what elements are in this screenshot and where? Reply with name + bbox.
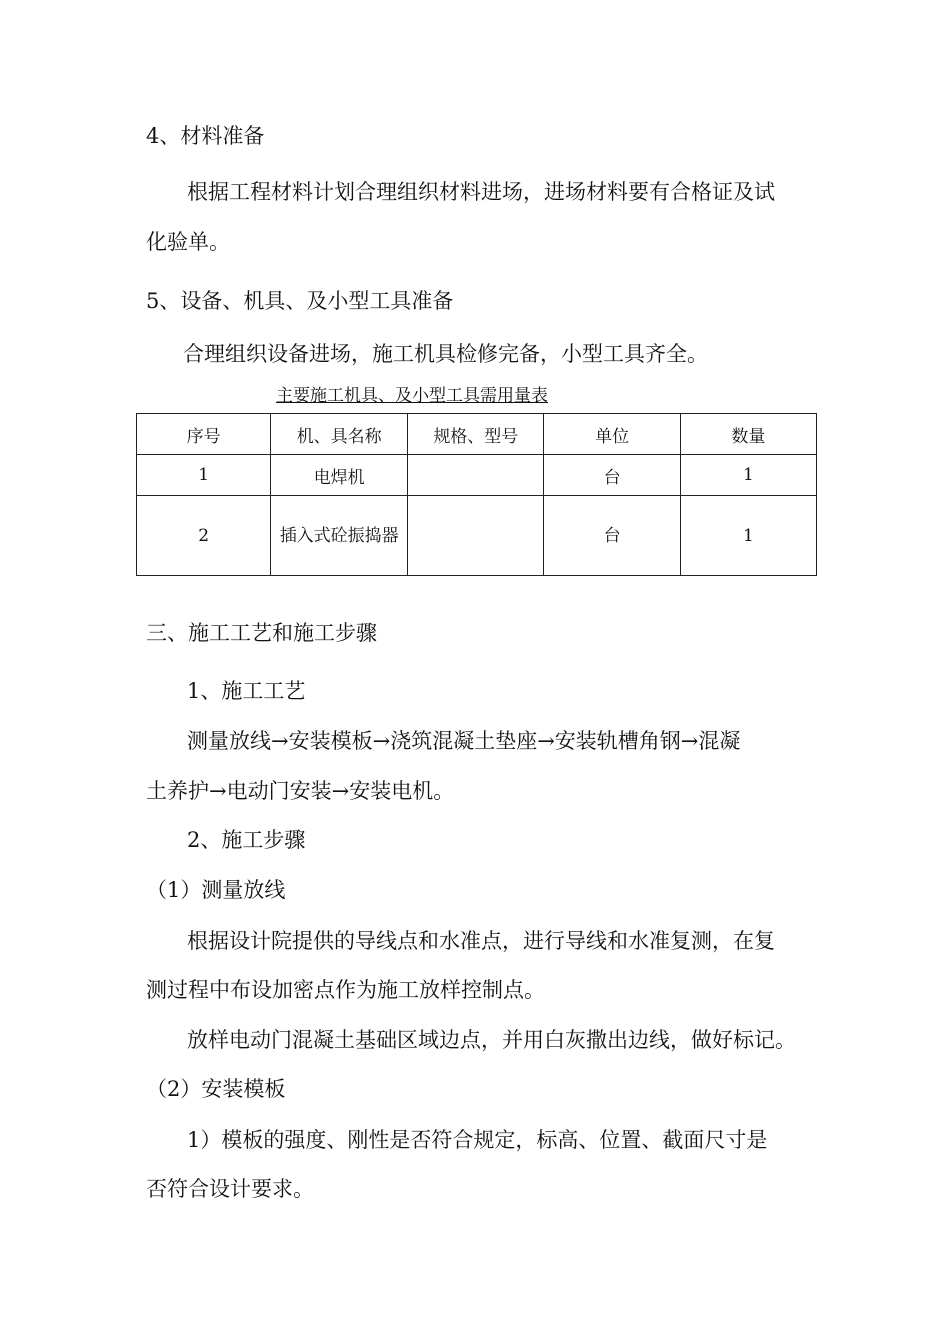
cell-name: 电焊机 — [271, 455, 408, 496]
step-2-title: （2）安装模板 — [146, 1077, 286, 1101]
table-row — [137, 496, 817, 576]
step-2-paragraph-line2: 否符合设计要求。 — [146, 1177, 314, 1201]
header-name: 机、具名称 — [271, 414, 408, 455]
cell-no: 2 — [137, 496, 271, 576]
subsection-2-title: 2、施工步骤 — [187, 828, 306, 852]
table-caption: 主要施工机具、及小型工具需用量表 — [276, 386, 548, 406]
header-no: 序号 — [137, 414, 271, 455]
step-1-paragraph1-line2: 测过程中布设加密点作为施工放样控制点。 — [146, 978, 545, 1002]
table-header-row — [137, 414, 817, 455]
step-2-paragraph-line1: 1）模板的强度、刚性是否符合规定，标高、位置、截面尺寸是 — [187, 1128, 768, 1152]
cell-no: 1 — [137, 455, 271, 496]
equipment-table — [136, 413, 817, 576]
process-flow-line2: 土养护→电动门安装→安装电机。 — [146, 779, 455, 803]
header-qty: 数量 — [680, 414, 816, 455]
cell-qty: 1 — [680, 496, 816, 576]
section-5-paragraph: 合理组织设备进场，施工机具检修完备，小型工具齐全。 — [183, 342, 708, 366]
cell-spec — [408, 455, 544, 496]
header-unit: 单位 — [544, 414, 680, 455]
cell-unit: 台 — [544, 455, 680, 496]
section-5-title: 5、设备、机具、及小型工具准备 — [146, 289, 454, 313]
part-3-title: 三、施工工艺和施工步骤 — [146, 621, 377, 645]
cell-unit: 台 — [544, 496, 680, 576]
step-1-title: （1）测量放线 — [146, 878, 286, 902]
cell-name: 插入式砼振捣器 — [279, 525, 399, 546]
cell-spec — [408, 496, 544, 576]
step-1-paragraph2: 放样电动门混凝土基础区域边点，并用白灰撒出边线，做好标记。 — [187, 1028, 796, 1052]
section-4-paragraph-line2: 化验单。 — [146, 230, 230, 254]
table-row — [137, 455, 817, 496]
cell-qty: 1 — [680, 455, 816, 496]
process-flow-line1: 测量放线→安装模板→浇筑混凝土垫座→安装轨槽角钢→混凝 — [187, 729, 741, 753]
section-4-paragraph-line1: 根据工程材料计划合理组织材料进场，进场材料要有合格证及试 — [187, 180, 775, 204]
header-spec: 规格、型号 — [408, 414, 544, 455]
subsection-1-title: 1、施工工艺 — [187, 679, 306, 703]
cell-name-wrapper — [271, 496, 408, 576]
section-4-title: 4、材料准备 — [146, 124, 265, 148]
step-1-paragraph1-line1: 根据设计院提供的导线点和水准点，进行导线和水准复测，在复 — [187, 929, 775, 953]
